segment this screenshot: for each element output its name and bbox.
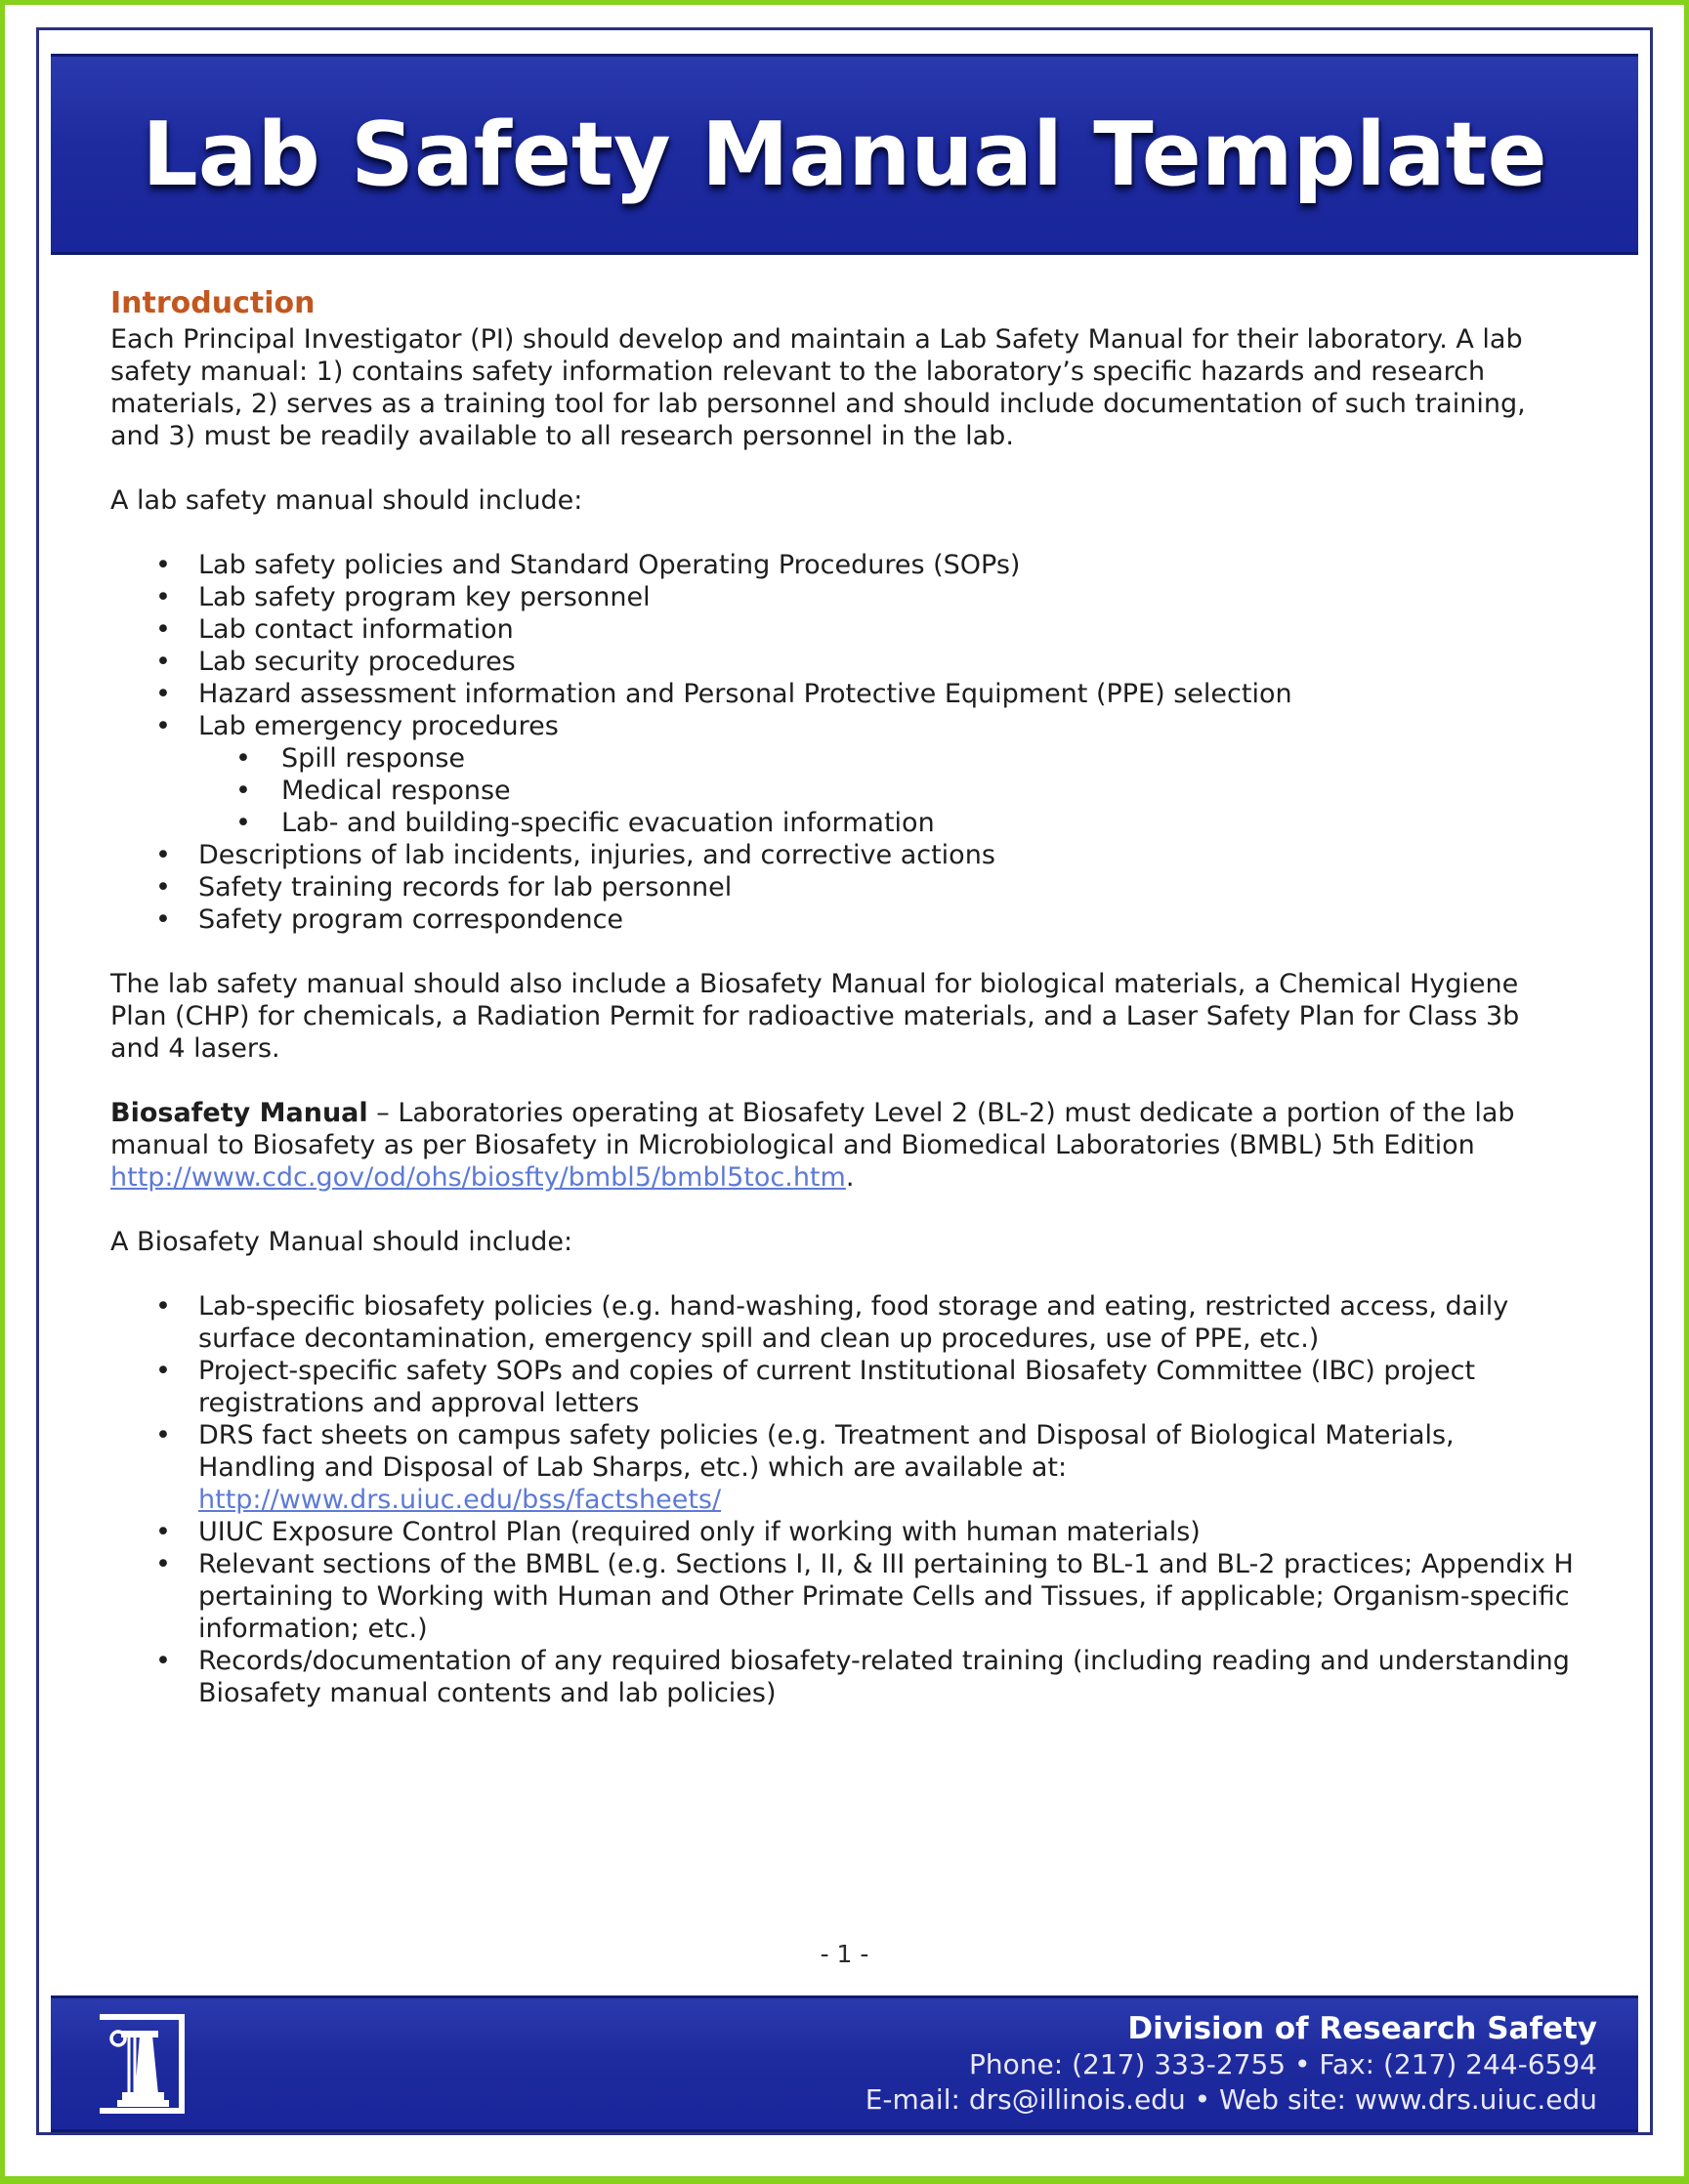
- lab-manual-list-intro: A lab safety manual should include:: [110, 485, 583, 516]
- list-item: • Lab security procedures: [110, 646, 1574, 678]
- footer-phone-fax: Phone: (217) 333-2755 • Fax: (217) 244-6594: [969, 2048, 1597, 2080]
- list-item: • Lab contact information: [110, 613, 1574, 646]
- biosafety-list-intro: A Biosafety Manual should include:: [110, 1227, 573, 1257]
- footer-division-name: Division of Research Safety: [1127, 2011, 1597, 2046]
- header-banner: [51, 54, 1638, 255]
- list-item: • Safety training records for lab personnel: [110, 871, 1574, 903]
- list-item: • Medical response: [198, 775, 1574, 807]
- list-item: • Lab- and building-specific evacuation information: [198, 807, 1574, 839]
- page-title: Lab Safety Manual Template: [142, 103, 1547, 206]
- page-frame: [36, 27, 1653, 2135]
- list-item: • Lab safety program key personnel: [110, 581, 1574, 613]
- intro-paragraph: Each Principal Investigator (PI) should develop and maintain a Lab Safety Manual for their laboratory. A lab safety manual: 1) contains safety information relevant to the laboratory’s specific hazards and research materials, 2) serves as a training tool for lab personnel and should include documentation of such training, and 3) must be readily available to all research personnel in the lab.: [110, 324, 1526, 451]
- list-item: • Descriptions of lab incidents, injuries, and corrective actions: [110, 839, 1574, 871]
- link-drs-factsheets[interactable]: http://www.drs.uiuc.edu/bss/factsheets/: [198, 1485, 722, 1515]
- also-include-paragraph: The lab safety manual should also include a Biosafety Manual for biological materials, a Chemical Hygiene Plan (CHP) for chemicals, a Radiation Permit for radioactive materials, and a Laser Safety Plan for Class 3b and 4 lasers.: [110, 969, 1520, 1064]
- document-body: [39, 287, 1650, 1709]
- biosafety-lead-rest: – Laboratories operating at Biosafety Level 2 (BL-2) must dedicate a portion of the lab manual to Biosafety as per Biosafety in Microbiological and Biomedical Laboratories (BMBL) 5th Edition: [110, 1098, 1515, 1160]
- footer-banner: [51, 1995, 1638, 2132]
- biosafety-paragraph: [110, 1097, 1574, 1194]
- intro-heading: Introduction: [110, 286, 316, 320]
- list-item: • Spill response: [198, 742, 1574, 775]
- biosafety-link-suffix: .: [845, 1162, 855, 1193]
- biosafety-list: [110, 1290, 1574, 1709]
- list-item: • Records/documentation of any required biosafety-related training (including reading and understanding Biosafety manual contents and lab policies): [110, 1645, 1574, 1709]
- list-item: • Safety program correspondence: [110, 903, 1574, 936]
- list-item: • Relevant sections of the BMBL (e.g. Sections I, II, & III pertaining to BL-1 and BL-2 practices; Appendix H pertaining to Working with Human and Other Primate Cells and Tissues, if applicable; Organism-specific information; etc.): [110, 1548, 1574, 1645]
- biosafety-lead: Biosafety Manual: [110, 1098, 368, 1128]
- list-item: • Lab-specific biosafety policies (e.g. hand-washing, food storage and eating, restricted access, daily surface decontamination, emergency spill and clean up procedures, use of PPE, etc.): [110, 1290, 1574, 1355]
- list-item: • Lab emergency procedures • Spill response • Medical response • Lab- and building-specific evacuation information: [110, 710, 1574, 839]
- list-item: • UIUC Exposure Control Plan (required only if working with human materials): [110, 1516, 1574, 1548]
- list-item: • Project-specific safety SOPs and copies of current Institutional Biosafety Committee (IBC) project registrations and approval letters: [110, 1355, 1574, 1419]
- footer-contact-block: [866, 2010, 1638, 2118]
- list-item: • Hazard assessment information and Personal Protective Equipment (PPE) selection: [110, 678, 1574, 710]
- page-number: - 1 -: [820, 1940, 869, 1968]
- footer-email-web: E-mail: drs@illinois.edu • Web site: www.drs.uiuc.edu: [865, 2083, 1597, 2116]
- list-item: • DRS fact sheets on campus safety policies (e.g. Treatment and Disposal of Biological Materials, Handling and Disposal of Lab Sharps, etc.) which are available at: http://www.drs.uiuc.edu/bss/factsheets/: [110, 1419, 1574, 1516]
- illinois-column-logo-icon: [86, 2008, 195, 2120]
- list-item: • Lab safety policies and Standard Operating Procedures (SOPs): [110, 549, 1574, 581]
- emergency-sublist: [198, 742, 1574, 839]
- lab-manual-list: [110, 549, 1574, 936]
- link-cdc-bmbl[interactable]: http://www.cdc.gov/od/ohs/biosfty/bmbl5/bmbl5toc.htm: [110, 1162, 846, 1193]
